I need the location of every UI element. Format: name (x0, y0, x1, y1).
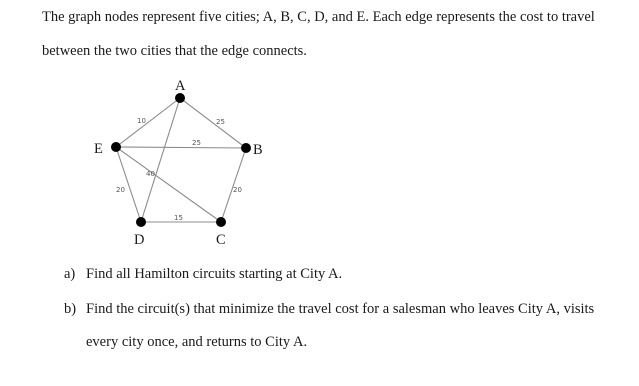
edge-b-c (221, 148, 246, 222)
node-b (241, 143, 251, 153)
question-a-text: Find all Hamilton circuits starting at City A. (86, 266, 343, 282)
edge-a-d (141, 98, 180, 222)
node-label-b: B (253, 142, 263, 158)
question-b-text-line-1: Find the circuit(s) that minimize the travel cost for a salesman who leaves City A, visits (86, 301, 595, 317)
weight-e-c: 40 (146, 170, 155, 178)
edge-e-c (116, 147, 221, 222)
edge-e-a (116, 98, 180, 147)
intro-line-1: The graph nodes represent five cities; A, B, C, D, and E. Each edge represents the cost to travel (42, 9, 595, 25)
weight-e-b: 25 (192, 139, 201, 147)
weight-e-d: 20 (116, 186, 125, 194)
node-label-a: A (175, 78, 186, 94)
node-c (216, 217, 226, 227)
question-a-marker: a) (64, 266, 76, 282)
edge-e-b (116, 147, 246, 148)
question-b-marker: b) (64, 301, 77, 317)
node-label-c: C (216, 232, 226, 248)
edge-e-d (116, 147, 141, 222)
weight-e-a: 10 (137, 117, 146, 125)
node-label-d: D (134, 232, 145, 248)
node-label-e: E (94, 141, 103, 157)
weight-b-c: 20 (233, 186, 242, 194)
node-d (136, 217, 146, 227)
edge-a-b (180, 98, 246, 148)
intro-line-2: between the two cities that the edge connects. (42, 43, 307, 59)
node-e (111, 142, 121, 152)
node-a (175, 93, 185, 103)
weight-a-b: 25 (216, 118, 225, 126)
question-b-text-line-2: every city once, and returns to City A. (86, 334, 308, 350)
weight-d-c: 15 (174, 214, 183, 222)
